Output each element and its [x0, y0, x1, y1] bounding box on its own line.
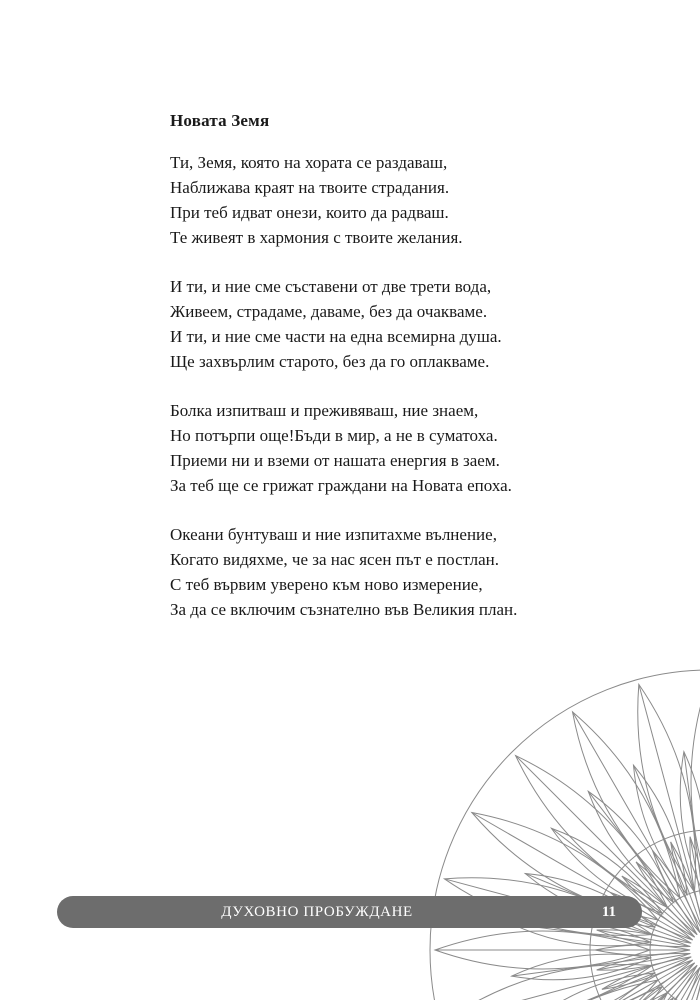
- poem-line: Но потърпи още!Бъди в мир, а не в суматоха.: [170, 423, 640, 448]
- stanza-4: [170, 522, 640, 622]
- stanza-1: [170, 150, 640, 250]
- poem-line: И ти, и ние сме части на една всемирна душа.: [170, 324, 640, 349]
- book-title: ДУХОВНО ПРОБУЖДАНЕ: [57, 896, 577, 928]
- poem-line: За теб ще се грижат граждани на Новата епоха.: [170, 473, 640, 498]
- poem-line: За да се включим съзнателно във Великия план.: [170, 597, 640, 622]
- poem-title: Новата Земя: [170, 111, 269, 131]
- poem-line: Ти, Земя, която на хората се раздаваш,: [170, 150, 640, 175]
- poem-line: Когато видяхме, че за нас ясен път е постлан.: [170, 547, 640, 572]
- poem-line: Наближава краят на твоите страдания.: [170, 175, 640, 200]
- poem-line: Приеми ни и вземи от нашата енергия в заем.: [170, 448, 640, 473]
- stanza-2: [170, 274, 640, 374]
- stanza-3: [170, 398, 640, 498]
- poem-line: С теб вървим уверено към ново измерение,: [170, 572, 640, 597]
- poem-line: При теб идват онези, които да радваш.: [170, 200, 640, 225]
- poem-body: [170, 150, 640, 646]
- poem-line: И ти, и ние сме съставени от две трети вода,: [170, 274, 640, 299]
- footer-bar: [57, 896, 642, 928]
- poem-line: Океани бунтуваш и ние изпитахме вълнение,: [170, 522, 640, 547]
- page-number: 11: [602, 896, 616, 928]
- poem-line: Ще захвърлим старото, без да го оплакваме.: [170, 349, 640, 374]
- poem-line: Те живеят в хармония с твоите желания.: [170, 225, 640, 250]
- poem-line: Живеем, страдаме, даваме, без да очакваме.: [170, 299, 640, 324]
- poem-line: Болка изпитваш и преживяваш, ние знаем,: [170, 398, 640, 423]
- mandala-icon: [390, 660, 700, 1000]
